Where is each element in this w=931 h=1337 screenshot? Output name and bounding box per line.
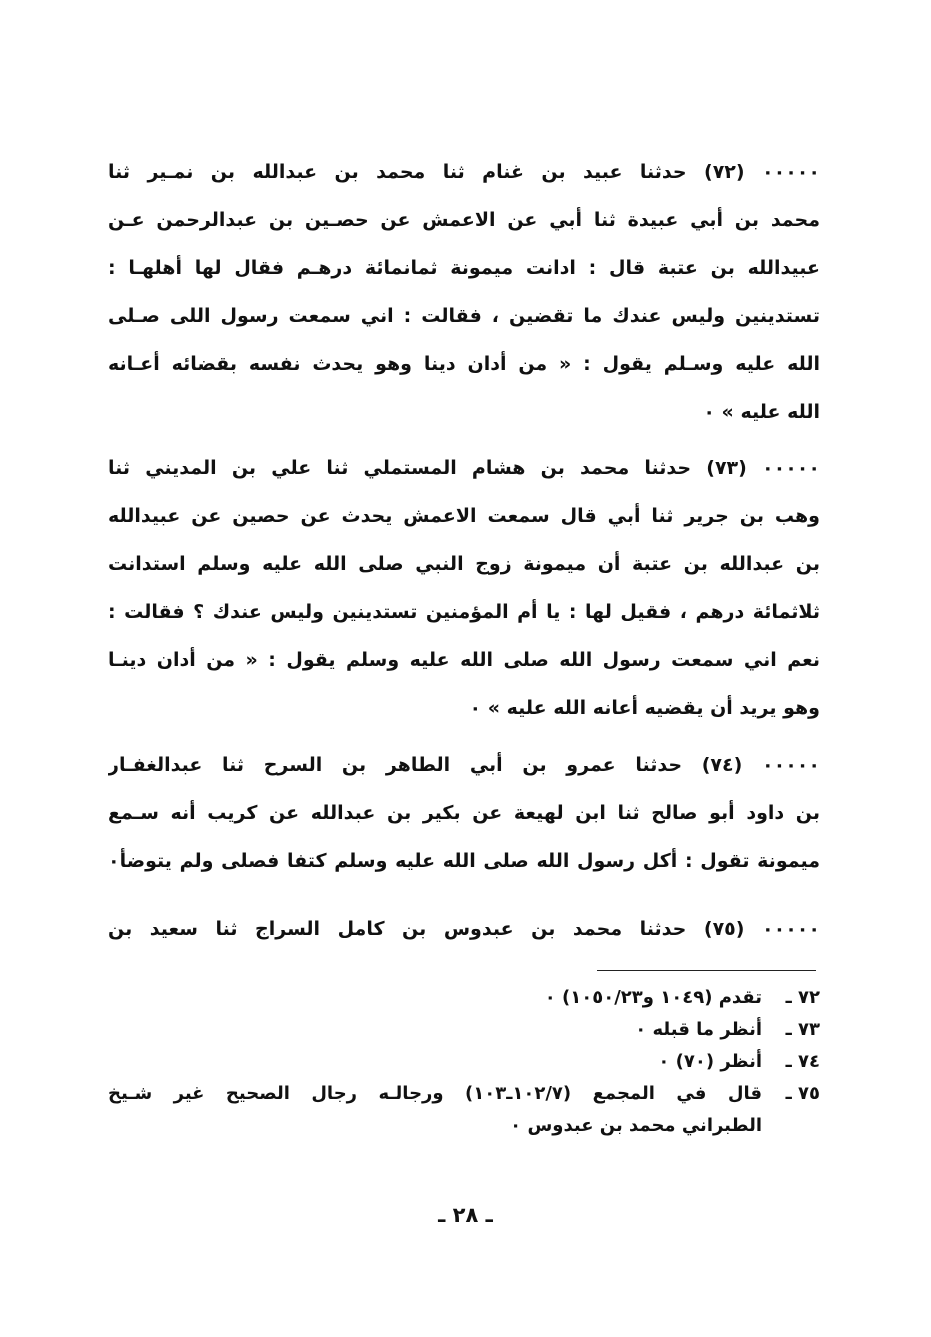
- text-line: ميمونة تقول : أكل رسول الله صلى الله عليه وسلم كتفا فصلى ولم يتوضأ٠: [108, 850, 820, 872]
- footnote-75-continuation: [108, 1110, 820, 1142]
- text-line: وهب بن جرير ثنا أبي قال سمعت الاعمش يحدث عن حصين عن عبيدالله: [108, 505, 820, 527]
- text-line: محمد بن أبي عبيدة ثنا أبي عن الاعمش عن حصـين بن عبدالرحمن عـن: [108, 209, 820, 231]
- footnote-text: الطبراني محمد بن عبدوس ٠: [510, 1115, 762, 1136]
- text-line: تستدينين وليس عندك ما تقضين ، فقالت : اني سمعت رسول اللى صـلى: [108, 305, 820, 327]
- footnote-text: قال في المجمع (١٠٢/٧ـ١٠٣) ورجالـه رجال الصحيح غير شـيخ: [108, 1083, 762, 1104]
- text-line: وهو يريد أن يقضيه أعانه الله عليه » ٠: [469, 697, 820, 719]
- text-line: الله عليه وسـلم يقول : « من أدان دينا وهو يحدث نفسه بقضائه أعـانه: [108, 353, 820, 375]
- footnote-number: ٧٤ ـ: [785, 1051, 820, 1072]
- footnote-number: ٧٢ ـ: [785, 987, 820, 1008]
- text-line: ٠٠٠٠٠ (٧٣) حدثنا محمد بن هشام المستملي ثنا علي بن المديني ثنا: [108, 457, 820, 479]
- footnote-number: ٧٥ ـ: [785, 1083, 820, 1104]
- text-line: ٠٠٠٠٠ (٧٢) حدثنا عبيد بن غنام ثنا محمد بن عبدالله بن نمـير ثنا: [108, 161, 820, 183]
- text-line: نعم اني سمعت رسول الله صلى الله عليه وسلم يقول : « من أدان دينـا: [108, 649, 820, 671]
- footnote-separator: [597, 970, 816, 971]
- footnote-text: تقدم (١٠٤٩ و١٠٥٠/٢٣) ٠: [544, 987, 762, 1008]
- footnote-text: أنظر ما قبله ٠: [635, 1019, 762, 1040]
- text-line: بن داود أبو صالح ثنا ابن لهيعة عن بكير بن عبدالله عن كريب أنه سـمع: [108, 802, 820, 824]
- footnotes: [108, 982, 820, 1142]
- footnote-72: [108, 982, 820, 1014]
- hadith-72: [108, 148, 820, 436]
- text-line: ثلاثمائة درهم ، فقيل لها : يا أم المؤمنين تستدينين وليس عندك ؟ فقالت :: [108, 601, 820, 623]
- footnote-73: [108, 1014, 820, 1046]
- hadith-73: [108, 444, 820, 732]
- hadith-74: [108, 741, 820, 885]
- text-line: ٠٠٠٠٠ (٧٤) حدثنا عمرو بن أبي الطاهر بن السرح ثنا عبدالغفـار: [108, 754, 820, 776]
- footnote-74: [108, 1046, 820, 1078]
- text-line: الله عليه » ٠: [703, 401, 820, 423]
- footnote-number: ٧٣ ـ: [785, 1019, 820, 1040]
- text-line: عبيدالله بن عتبة قال : ادانت ميمونة ثمانمائة درهـم فقال لها أهلهـا :: [108, 257, 820, 279]
- text-line: بن عبدالله بن عتبة أن ميمونة زوج النبي صلى الله عليه وسلم استدانت: [108, 553, 820, 575]
- hadith-75: [108, 905, 820, 953]
- footnote-text: أنظر (٧٠) ٠: [658, 1051, 762, 1072]
- footnote-75: [108, 1078, 820, 1110]
- page-number: ـ ٢٨ ـ: [438, 1203, 493, 1227]
- text-line: ٠٠٠٠٠ (٧٥) حدثنا محمد بن عبدوس بن كامل السراج ثنا سعيد بن: [108, 918, 820, 940]
